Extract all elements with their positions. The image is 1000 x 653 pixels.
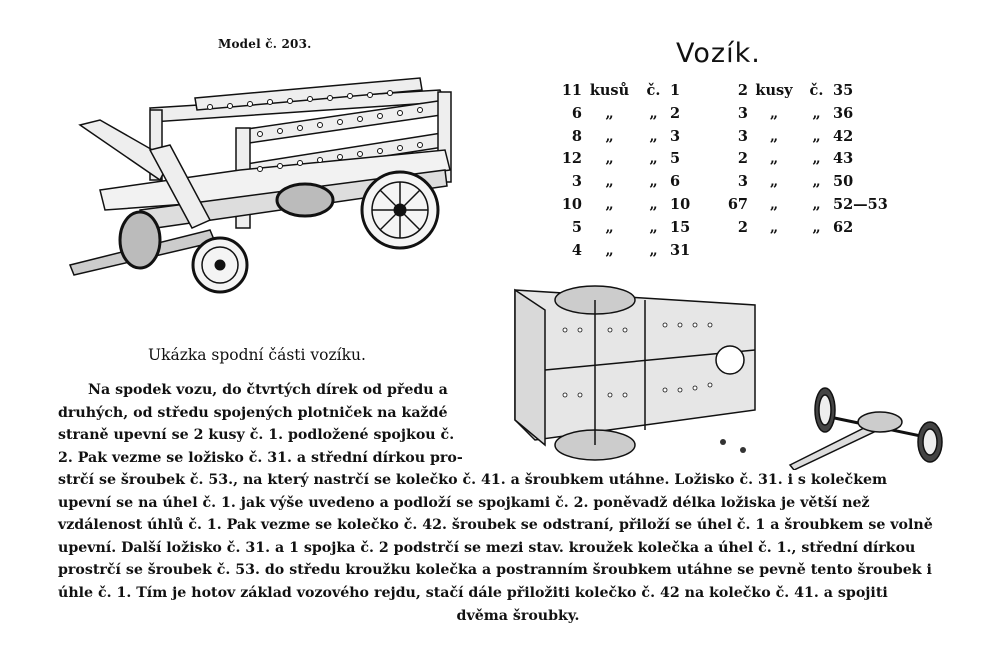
instructions-paragraph-wide [58, 469, 978, 627]
part-qty: 4 [571, 241, 582, 259]
page-title: Vozík. [676, 38, 761, 69]
wagon-illustration [60, 70, 470, 310]
part-number: 1 [670, 82, 681, 99]
part-qty: 6 [571, 104, 582, 122]
parts-row [726, 194, 893, 217]
part-number: 5 [670, 150, 681, 168]
text-line-last: dvěma šroubky. [456, 607, 580, 624]
parts-list-right [726, 80, 893, 240]
part-unit: „ [605, 173, 614, 191]
part-abbr: č. [809, 82, 824, 99]
parts-row [726, 148, 893, 171]
part-qty: 3 [737, 104, 748, 122]
part-qty: 11 [561, 82, 582, 99]
parts-row [560, 171, 710, 194]
part-abbr: „ [649, 218, 658, 236]
part-abbr: „ [649, 241, 658, 259]
part-unit: „ [769, 195, 779, 213]
part-abbr: „ [812, 218, 821, 236]
part-abbr: „ [649, 104, 658, 122]
instructions-paragraph-narrow [58, 379, 463, 469]
part-unit: „ [605, 127, 614, 145]
part-number: 62 [833, 218, 854, 236]
parts-row [726, 126, 893, 149]
text-line: 2. Pak vezme se ložisko č. 31. a střední dírkou pro- [58, 449, 463, 466]
parts-row [726, 217, 893, 240]
part-abbr: „ [649, 127, 658, 145]
part-unit: „ [769, 150, 779, 168]
part-qty: 8 [571, 127, 582, 145]
part-abbr: „ [812, 173, 821, 191]
parts-row [560, 148, 710, 171]
parts-row [560, 240, 710, 263]
part-number: 15 [670, 218, 691, 236]
parts-row [560, 217, 710, 240]
part-number: 50 [833, 173, 854, 191]
part-qty: 12 [561, 150, 582, 168]
parts-row [560, 126, 710, 149]
text-line: druhých, od středu spojených plotniček na každé [58, 404, 448, 421]
text-line: strčí se šroubek č. 53., na který nastrčí se kolečko č. 41. a šroubkem utáhne. Ložisko č. 31. i s kolečkem [58, 472, 888, 488]
part-number: 3 [670, 127, 681, 145]
part-unit: kusy [755, 82, 793, 99]
part-unit: „ [605, 150, 614, 168]
text-line: vzdálenost úhlů č. 1. Pak vezme se kolečko č. 42. šroubek se odstraní, přiloží se úhel č. 1 a šroubkem se volně [58, 517, 933, 534]
part-unit: „ [605, 195, 614, 213]
part-number: 6 [670, 173, 681, 191]
part-abbr: č. [646, 82, 661, 99]
part-qty: 2 [737, 82, 748, 99]
parts-row [560, 194, 710, 217]
part-unit: „ [605, 241, 614, 259]
part-number: 42 [833, 127, 854, 145]
part-abbr: „ [649, 150, 658, 168]
part-qty: 5 [571, 218, 582, 236]
part-number: 2 [670, 104, 681, 122]
part-unit: „ [605, 104, 614, 122]
part-unit: „ [769, 218, 779, 236]
part-number: 10 [670, 195, 691, 213]
part-qty: 3 [737, 173, 748, 191]
text-line: Na spodek vozu, do čtvrtých dírek od předu a [88, 382, 448, 398]
text-line: straně upevní se 2 kusy č. 1. podložené spojkou č. [58, 427, 455, 444]
part-unit: „ [769, 104, 779, 122]
text-line: prostrčí se šroubek č. 53. do středu kroužku kolečka a postranním šroubkem utáhne se pevně tento šroubek i [58, 562, 932, 579]
part-qty: 10 [561, 195, 582, 213]
part-abbr: „ [649, 195, 658, 213]
part-unit: „ [605, 218, 614, 236]
underside-illustration [505, 270, 765, 470]
part-qty: 2 [737, 218, 748, 236]
part-qty: 3 [737, 127, 748, 145]
part-unit: „ [769, 173, 779, 191]
front-axle-illustration [770, 380, 960, 470]
text-line: upevní. Další ložisko č. 31. a 1 spojka č. 2 podstrčí se mezi stav. kroužek kolečka a úhel č. 1., střední dírkou [58, 539, 916, 556]
part-number: 35 [833, 82, 854, 99]
part-number: 43 [833, 150, 854, 168]
parts-list-left [560, 80, 710, 262]
part-abbr: „ [812, 104, 821, 122]
text-line: upevní se na úhel č. 1. jak výše uvedeno a podloží se spojkami č. 2. poněvadž délka ložiska je větší než [58, 494, 870, 511]
part-abbr: „ [812, 127, 821, 145]
part-number: 52—53 [833, 195, 888, 213]
part-qty: 2 [737, 150, 748, 168]
parts-row [726, 171, 893, 194]
parts-row [560, 103, 710, 126]
parts-row [560, 80, 710, 103]
text-line: úhle č. 1. Tím je hotov základ vozového rejdu, stačí dále přiložiti kolečko č. 42 na kolečko č. 41. a spojiti [58, 584, 888, 601]
part-unit: kusů [589, 82, 630, 99]
part-unit: „ [769, 127, 779, 145]
figure-caption: Ukázka spodní části vozíku. [148, 346, 366, 364]
part-qty: 3 [571, 173, 582, 191]
part-abbr: „ [812, 195, 821, 213]
part-abbr: „ [812, 150, 821, 168]
model-number-label: Model č. 203. [218, 37, 312, 51]
part-qty: 67 [727, 195, 748, 213]
parts-row [726, 80, 893, 103]
parts-row [726, 103, 893, 126]
part-number: 36 [833, 104, 854, 122]
part-abbr: „ [649, 173, 658, 191]
part-number: 31 [670, 241, 691, 259]
